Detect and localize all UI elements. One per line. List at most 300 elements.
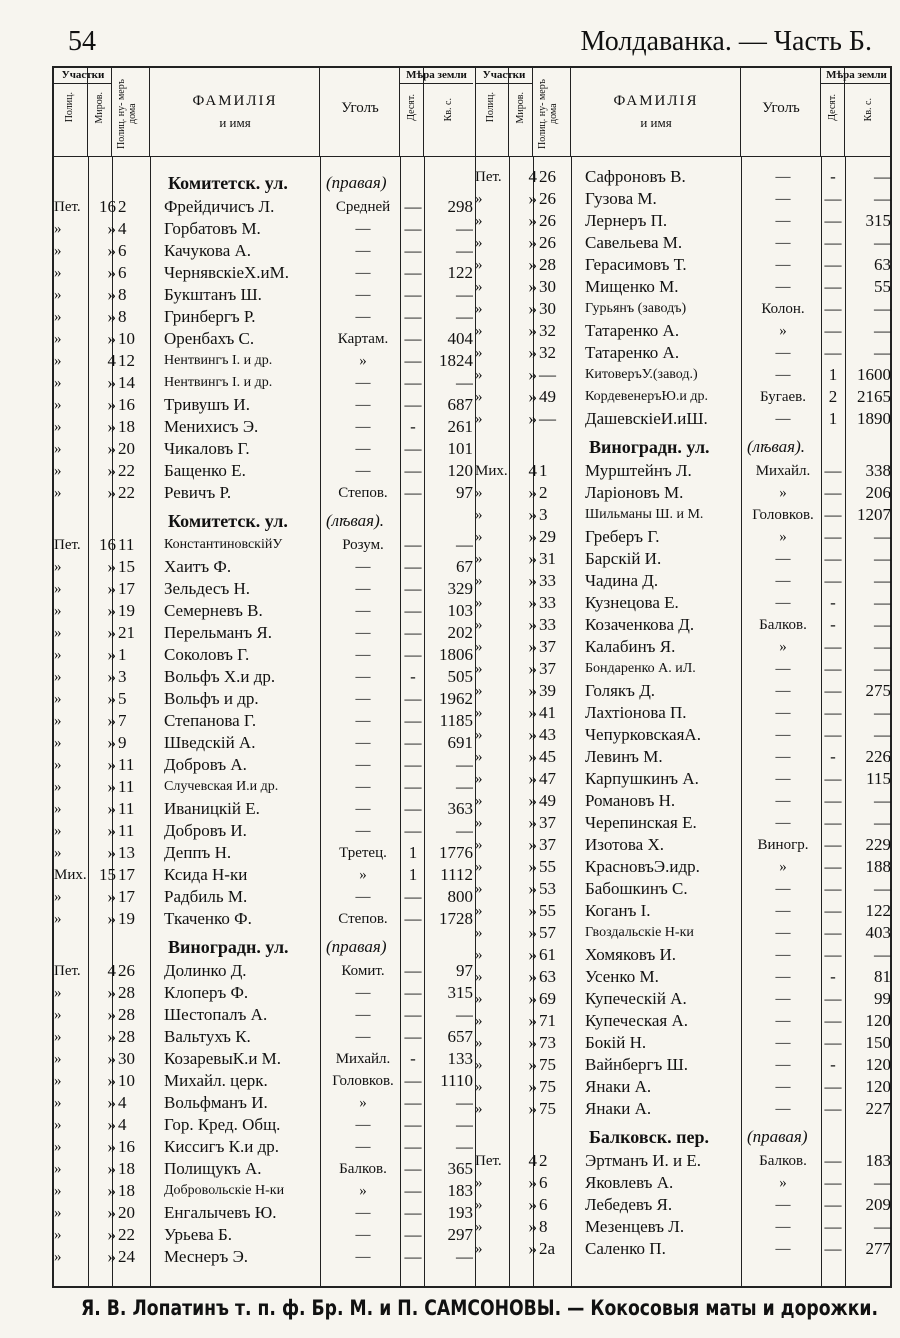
table-row [475, 408, 890, 430]
cell-m: » [528, 681, 537, 700]
cell-h: 43 [539, 725, 556, 744]
cell-k: — [456, 307, 473, 326]
cell-m: » [528, 879, 537, 898]
cell-n: Ткаченко Ф. [164, 909, 252, 928]
cell-d: — [824, 659, 842, 678]
cell-p: » [475, 595, 483, 611]
cell-u: — [775, 595, 791, 611]
cell-p: » [54, 691, 62, 707]
cell-h: 11 [118, 777, 135, 796]
street-side: (лѣвая). [326, 511, 384, 530]
cell-m: » [107, 417, 116, 436]
table-rows [54, 166, 475, 1268]
cell-h: 11 [118, 755, 135, 774]
cell-d: 1 [828, 409, 838, 428]
cell-n: Янаки А. [585, 1077, 652, 1096]
cell-m: » [528, 725, 537, 744]
cell-p: Пет. [54, 963, 81, 979]
cell-d: — [824, 211, 842, 230]
header-kv: Кв. с. [443, 98, 454, 122]
table-row [475, 680, 890, 702]
table-row [54, 982, 475, 1004]
cell-m: » [107, 1027, 116, 1046]
table-row [54, 710, 475, 732]
cell-p: » [54, 265, 62, 281]
table-row [54, 960, 475, 982]
cell-h: 2 [118, 197, 127, 216]
cell-n: Степанова Г. [164, 711, 257, 730]
cell-n: Енгалычевъ Ю. [164, 1203, 277, 1222]
cell-d: — [824, 703, 842, 722]
cell-u: Колон. [761, 301, 805, 317]
cell-n: Вайнбергъ Ш. [585, 1055, 688, 1074]
header-name-top: ФАМИЛІЯ [613, 93, 699, 109]
cell-n: Иваницкій Е. [164, 799, 260, 818]
cell-p: » [475, 529, 483, 545]
cell-p: » [475, 815, 483, 831]
cell-k: 1185 [439, 711, 473, 730]
cell-k: 97 [456, 483, 473, 502]
cell-m: » [528, 527, 537, 546]
cell-d: — [824, 1033, 842, 1052]
cell-p: » [475, 551, 483, 567]
cell-d: — [404, 351, 422, 370]
cell-k: 275 [865, 681, 891, 700]
cell-k: 404 [447, 329, 473, 348]
cell-d: — [824, 637, 842, 656]
cell-h: 33 [539, 593, 556, 612]
cell-p: » [54, 1007, 62, 1023]
cell-k: 115 [866, 769, 891, 788]
cell-d: — [824, 1173, 842, 1192]
cell-m: » [107, 983, 116, 1002]
cell-u: — [775, 1035, 791, 1051]
cell-k: — [456, 219, 473, 238]
cell-h: 28 [118, 983, 135, 1002]
cell-m: » [528, 967, 537, 986]
table-row [54, 798, 475, 820]
table-row [475, 232, 890, 254]
cell-u: — [355, 1249, 371, 1265]
cell-k: — [874, 593, 891, 612]
cell-n: Шведскій А. [164, 733, 256, 752]
cell-p: » [475, 859, 483, 875]
cell-n: Горбатовъ М. [164, 219, 261, 238]
cell-m: » [107, 461, 116, 480]
header-house-number: Полиц. ну- меръ дома [116, 79, 138, 149]
cell-n: Добровольскіе Н-ки [164, 1183, 285, 1198]
cell-d: — [404, 535, 422, 554]
cell-m: » [107, 733, 116, 752]
table-row [54, 644, 475, 666]
cell-p: » [54, 1117, 62, 1133]
cell-u: — [775, 1197, 791, 1213]
cell-k: — [874, 813, 891, 832]
cell-h: 61 [539, 945, 556, 964]
table-row [54, 556, 475, 578]
table-row [54, 1048, 475, 1070]
cell-n: Купеческій А. [585, 989, 687, 1008]
header-kv: Кв. с. [863, 98, 874, 122]
table-row [54, 262, 475, 284]
cell-d: — [824, 791, 842, 810]
table-row [475, 320, 890, 342]
cell-u: — [355, 463, 371, 479]
cell-d: — [404, 579, 422, 598]
cell-d: — [824, 277, 842, 296]
cell-k: 800 [447, 887, 473, 906]
cell-k: 120 [865, 1011, 891, 1030]
cell-p: » [475, 727, 483, 743]
cell-m: » [107, 263, 116, 282]
table-row [475, 592, 890, 614]
cell-u: — [775, 411, 791, 427]
table-row [54, 372, 475, 394]
cell-m: » [528, 571, 537, 590]
cell-d: — [404, 1137, 422, 1156]
cell-u: — [775, 771, 791, 787]
cell-u: Балков. [339, 1161, 387, 1177]
cell-u: — [355, 559, 371, 575]
cell-u: — [355, 669, 371, 685]
cell-k: 81 [874, 967, 891, 986]
cell-h: 12 [118, 351, 135, 370]
cell-n: Черепинская Е. [585, 813, 697, 832]
cell-h: 28 [118, 1027, 135, 1046]
table-row [475, 188, 890, 210]
cell-u: — [355, 441, 371, 457]
cell-n: Савельева М. [585, 233, 683, 252]
cell-h: 37 [539, 835, 556, 854]
cell-d: — [404, 1225, 422, 1244]
cell-h: — [539, 409, 556, 428]
cell-m: » [107, 579, 116, 598]
cell-p: » [475, 411, 483, 427]
cell-k: — [874, 791, 891, 810]
cell-p: » [475, 367, 483, 383]
table-row [54, 1026, 475, 1048]
cell-h: 37 [539, 659, 556, 678]
cell-n: Бондаренко А. иЛ. [585, 661, 696, 676]
table-row [475, 944, 890, 966]
cell-m: » [107, 689, 116, 708]
cell-d: 2 [828, 387, 838, 406]
cell-p: » [54, 243, 62, 259]
table-row [475, 570, 890, 592]
cell-d: — [404, 373, 422, 392]
cell-d: — [824, 233, 842, 252]
cell-n: КрасновъЭ.идр. [585, 857, 700, 876]
cell-h: 6 [118, 263, 127, 282]
cell-d: — [404, 1071, 422, 1090]
cell-u: — [355, 1117, 371, 1133]
cell-p: » [54, 221, 62, 237]
cell-n: Лебедевъ Я. [585, 1195, 673, 1214]
header-name [150, 90, 320, 134]
cell-m: » [528, 255, 537, 274]
cell-k: — [456, 1093, 473, 1112]
table-row [54, 1004, 475, 1026]
cell-p: » [54, 485, 62, 501]
table-row [54, 820, 475, 842]
cell-m: » [107, 799, 116, 818]
cell-n: Саленко П. [585, 1239, 666, 1258]
cell-d: - [830, 167, 836, 186]
cell-n: Вольфъ Х.и др. [164, 667, 276, 686]
cell-h: 2а [539, 1239, 556, 1258]
cell-h: 8 [539, 1217, 548, 1236]
header-group-uchastki: Участки [475, 68, 533, 84]
cell-n: Нентвингъ І. и др. [164, 375, 273, 390]
cell-u: — [775, 1079, 791, 1095]
cell-d: — [824, 461, 842, 480]
cell-u: — [775, 279, 791, 295]
cell-h: 13 [118, 843, 135, 862]
cell-k: — [456, 821, 473, 840]
cell-d: — [404, 557, 422, 576]
cell-u: Комит. [341, 963, 385, 979]
cell-u: — [355, 823, 371, 839]
cell-d: — [824, 813, 842, 832]
cell-d: — [404, 909, 422, 928]
cell-u: — [355, 801, 371, 817]
cell-m: » [528, 299, 537, 318]
cell-p: » [54, 985, 62, 1001]
cell-d: - [410, 667, 416, 686]
cell-n: Греберъ Г. [585, 527, 660, 546]
cell-u: — [775, 1057, 791, 1073]
table-row [54, 842, 475, 864]
cell-n: Зельдесъ Н. [164, 579, 251, 598]
cell-n: ЧепурковскаяА. [585, 725, 701, 744]
cell-m: 16 [99, 535, 116, 554]
cell-u: — [775, 1101, 791, 1117]
cell-p: » [54, 331, 62, 347]
cell-k: 315 [865, 211, 891, 230]
cell-p: » [475, 1079, 483, 1095]
cell-k: — [874, 879, 891, 898]
cell-n: Шестопалъ А. [164, 1005, 268, 1024]
cell-k: — [874, 637, 891, 656]
cell-h: 30 [118, 1049, 135, 1068]
cell-u: — [775, 551, 791, 567]
cell-p: » [54, 287, 62, 303]
table-row [54, 732, 475, 754]
cell-u: — [355, 889, 371, 905]
street-heading [54, 930, 475, 960]
cell-k: 120 [865, 1077, 891, 1096]
cell-u: — [355, 1227, 371, 1243]
table-row [54, 1180, 475, 1202]
cell-p: Пет. [54, 537, 81, 553]
street-side: (лѣвая). [747, 437, 805, 456]
cell-u: — [775, 661, 791, 677]
cell-d: — [404, 961, 422, 980]
cell-p: » [475, 683, 483, 699]
cell-h: 73 [539, 1033, 556, 1052]
cell-p: » [475, 191, 483, 207]
cell-m: » [107, 667, 116, 686]
cell-k: 1112 [440, 865, 473, 884]
cell-d: — [404, 1093, 422, 1112]
cell-d: — [824, 571, 842, 590]
cell-k: 202 [447, 623, 473, 642]
cell-p: » [54, 801, 62, 817]
street-heading [54, 504, 475, 534]
cell-d: — [824, 835, 842, 854]
cell-m: » [107, 623, 116, 642]
cell-n: Полищукъ А. [164, 1159, 262, 1178]
cell-p: » [54, 713, 62, 729]
cell-m: » [528, 1099, 537, 1118]
cell-n: Семерневъ В. [164, 601, 263, 620]
cell-d: — [404, 1005, 422, 1024]
cell-n: Мищенко М. [585, 277, 679, 296]
cell-k: 1207 [857, 505, 891, 524]
table-row [54, 1224, 475, 1246]
cell-k: 183 [447, 1181, 473, 1200]
cell-h: 9 [118, 733, 127, 752]
cell-m: » [528, 387, 537, 406]
cell-h: 16 [118, 1137, 135, 1156]
cell-p: Пет. [54, 199, 81, 215]
cell-d: — [824, 989, 842, 1008]
cell-p: » [54, 309, 62, 325]
cell-u: — [775, 345, 791, 361]
cell-m: » [107, 711, 116, 730]
cell-u: Балков. [759, 1153, 807, 1169]
cell-m: 4 [528, 1151, 537, 1170]
cell-k: 209 [865, 1195, 891, 1214]
cell-h: 45 [539, 747, 556, 766]
cell-n: Татаренко А. [585, 321, 680, 340]
header-house-number: Полиц. ну- меръ дома [537, 79, 559, 149]
table-row [54, 328, 475, 350]
cell-p: » [475, 235, 483, 251]
table-row [475, 460, 890, 482]
cell-k: — [874, 527, 891, 546]
cell-u: — [775, 969, 791, 985]
cell-h: 22 [118, 1225, 135, 1244]
cell-p: » [54, 375, 62, 391]
cell-d: — [404, 1027, 422, 1046]
table-right-half [475, 68, 890, 1286]
cell-n: КитоверъУ.(завод.) [585, 367, 698, 382]
cell-d: - [830, 967, 836, 986]
table-row [475, 1150, 890, 1172]
cell-m: » [528, 1033, 537, 1052]
cell-d: — [824, 1217, 842, 1236]
cell-d: — [404, 799, 422, 818]
cell-u: — [775, 1013, 791, 1029]
cell-n: Мурштейнъ Л. [585, 461, 692, 480]
table-row [475, 768, 890, 790]
cell-m: » [107, 821, 116, 840]
cell-n: Менихисъ Э. [164, 417, 259, 436]
street-name: Балковск. пер. [589, 1127, 710, 1147]
cell-p: » [54, 1095, 62, 1111]
cell-m: » [107, 1005, 116, 1024]
cell-h: 18 [118, 417, 135, 436]
cell-k: 226 [865, 747, 891, 766]
cell-h: 22 [118, 483, 135, 502]
cell-p: » [54, 441, 62, 457]
cell-k: 120 [447, 461, 473, 480]
cell-n: Вальтухъ К. [164, 1027, 251, 1046]
cell-h: 20 [118, 1203, 135, 1222]
table-row [54, 460, 475, 482]
table-row [475, 482, 890, 504]
cell-k: — [456, 1247, 473, 1266]
cell-k: 365 [447, 1159, 473, 1178]
cell-m: » [107, 285, 116, 304]
table-row [475, 1172, 890, 1194]
cell-u: — [355, 757, 371, 773]
cell-p: » [475, 705, 483, 721]
cell-n: Изотова Х. [585, 835, 664, 854]
header-group-land: Мѣра земли [400, 68, 473, 84]
cell-m: » [528, 1011, 537, 1030]
cell-p: » [54, 669, 62, 685]
cell-p: » [475, 345, 483, 361]
table-header [54, 68, 475, 157]
cell-k: 206 [865, 483, 891, 502]
cell-n: Качукова А. [164, 241, 252, 260]
cell-d: — [404, 821, 422, 840]
cell-u: — [775, 991, 791, 1007]
cell-u: — [775, 903, 791, 919]
table-row [54, 534, 475, 556]
cell-n: Тривушъ И. [164, 395, 250, 414]
cell-d: — [404, 1247, 422, 1266]
street-side: (правая) [747, 1127, 808, 1146]
cell-d: — [824, 527, 842, 546]
cell-n: Хаитъ Ф. [164, 557, 232, 576]
cell-m: » [528, 857, 537, 876]
cell-h: 4 [118, 219, 127, 238]
cell-u: — [775, 705, 791, 721]
cell-m: » [107, 241, 116, 260]
cell-d: — [404, 1115, 422, 1134]
cell-m: » [107, 1159, 116, 1178]
cell-k: 261 [447, 417, 473, 436]
cell-h: 26 [539, 189, 556, 208]
table-row [475, 988, 890, 1010]
header-group-land: Мѣра земли [821, 68, 892, 84]
cell-h: 15 [118, 557, 135, 576]
cell-u: » [779, 323, 787, 339]
cell-p: » [54, 625, 62, 641]
cell-h: 37 [539, 813, 556, 832]
header-polits: Полиц. [64, 92, 75, 123]
cell-d: — [404, 689, 422, 708]
cell-d: — [404, 733, 422, 752]
cell-h: 24 [118, 1247, 135, 1266]
cell-d: — [404, 1181, 422, 1200]
cell-u: Картам. [337, 331, 389, 347]
cell-p: » [475, 323, 483, 339]
cell-p: » [54, 419, 62, 435]
table-row [475, 210, 890, 232]
header-mirov: Миров. [515, 92, 526, 124]
cell-m: » [107, 1137, 116, 1156]
cell-d: — [404, 461, 422, 480]
cell-h: 16 [118, 395, 135, 414]
cell-k: — [874, 343, 891, 362]
cell-n: Хомяковъ И. [585, 945, 677, 964]
cell-u: Бугаев. [759, 389, 807, 405]
cell-k: 363 [447, 799, 473, 818]
